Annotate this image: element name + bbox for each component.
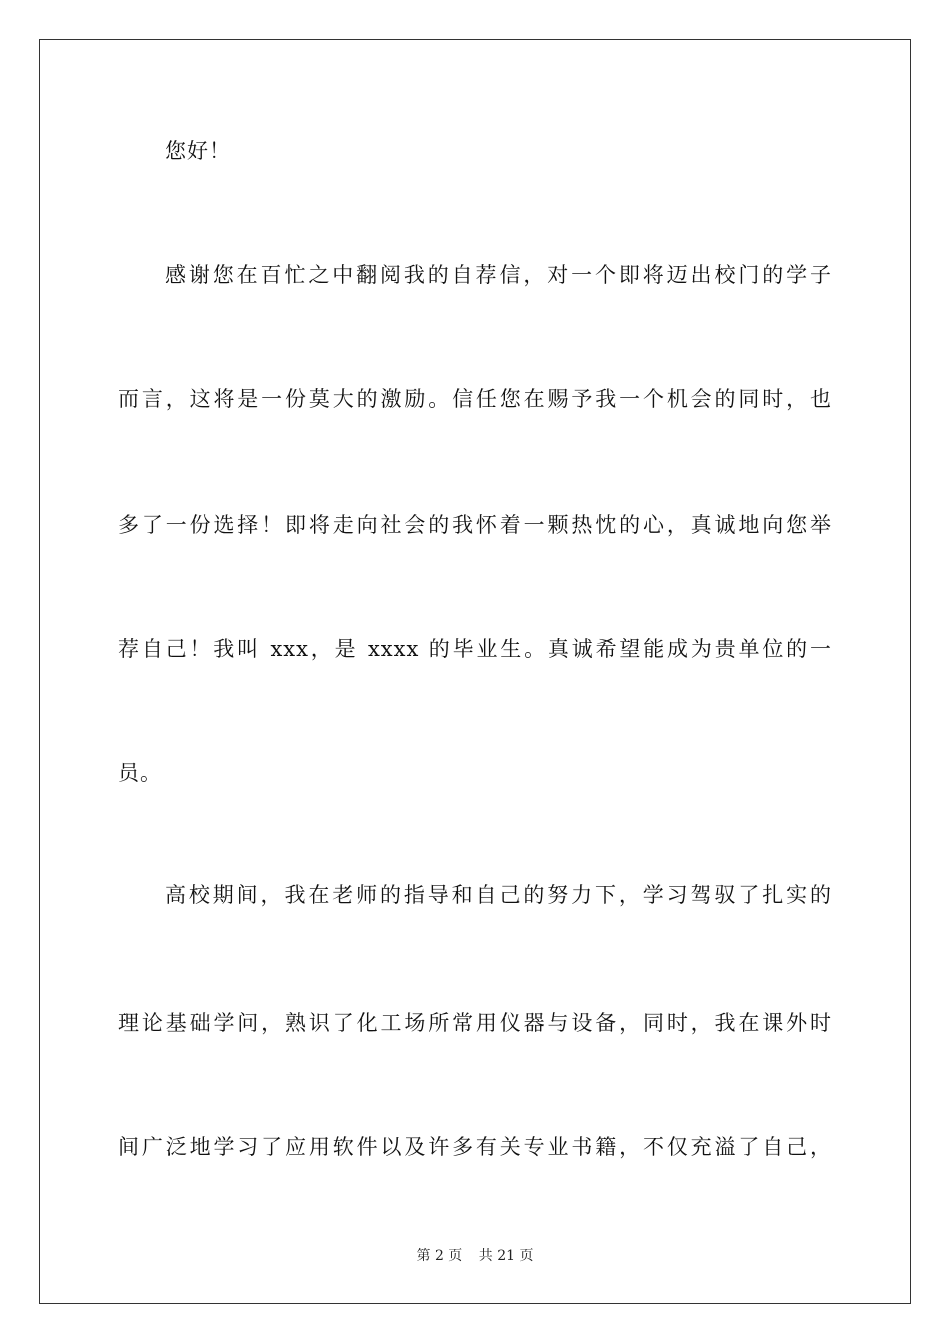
page-number-total: 共 21 页 — [478, 1248, 534, 1264]
paragraph-1-line-2: 而言，这将是一份莫大的激励。信任您在赐予我一个机会的同时，也 — [118, 387, 832, 411]
paragraph-2-line-1: 高校期间，我在老师的指导和自己的努力下，学习驾驭了扎实的 — [165, 883, 832, 907]
paragraph-2-line-3: 间广泛地学习了应用软件以及许多有关专业书籍，不仅充溢了自己， — [118, 1135, 832, 1159]
paragraph-1-line-3: 多了一份选择！即将走向社会的我怀着一颗热忱的心，真诚地向您举 — [118, 513, 832, 537]
paragraph-1-line-1: 感谢您在百忙之中翻阅我的自荐信，对一个即将迈出校门的学子 — [165, 263, 832, 287]
paragraph-1-line-5: 员。 — [118, 761, 162, 785]
greeting-line: 您好！ — [165, 139, 231, 163]
paragraph-2-line-2: 理论基础学问，熟识了化工场所常用仪器与设备，同时，我在课外时 — [118, 1011, 832, 1035]
paragraph-1-line-4: 荐自己！我叫 xxx，是 xxxx 的毕业生。真诚希望能成为贵单位的一 — [118, 637, 832, 661]
page-number-current: 第 2 页 — [416, 1248, 463, 1264]
page-footer — [0, 1247, 950, 1265]
page-frame — [39, 39, 911, 1304]
